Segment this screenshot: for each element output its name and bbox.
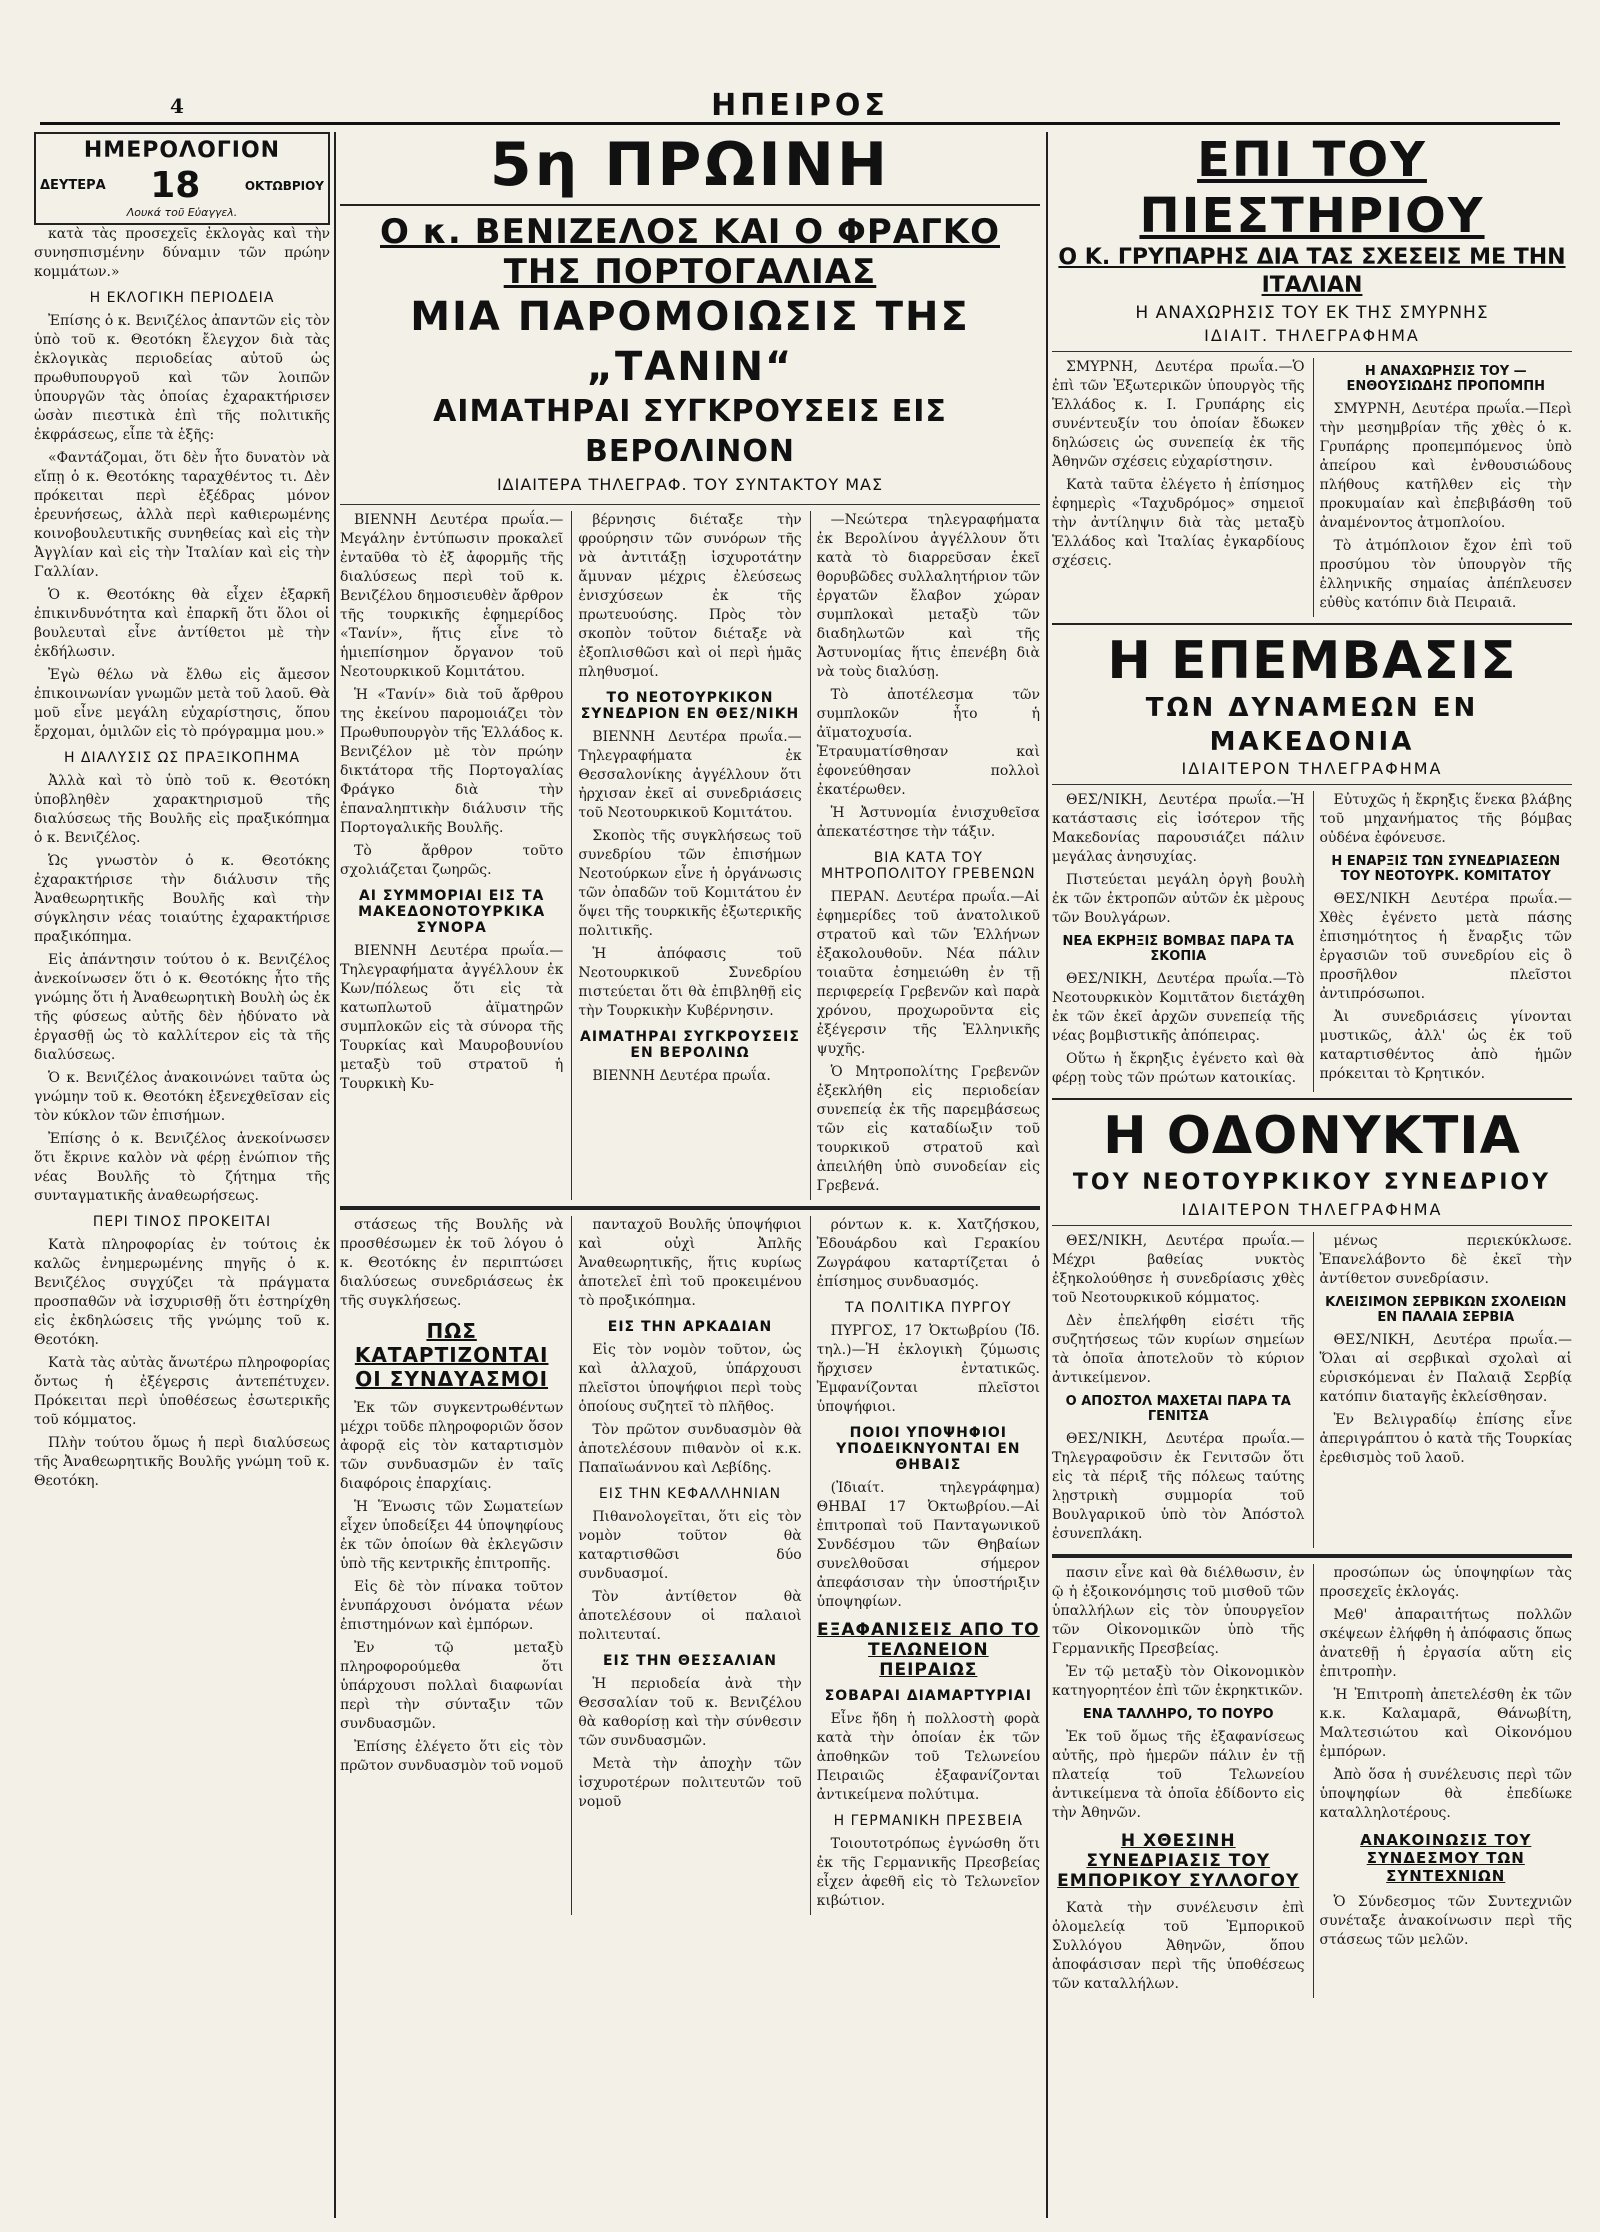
article-paragraph: Τὸν ἀντίθετον θὰ ἀποτελέσουν οἱ παλαιοὶ πολιτευταί.: [578, 1589, 802, 1643]
article-paragraph: ρόντων κ. κ. Χατζήσκου, Ἐδουάρδου καὶ Γερακίου Ζωγράφου καταρτίζεται ὁ ἐπίσημος συνδυασμός.: [816, 1217, 1040, 1290]
article-paragraph: Πιστεύεται μεγάλη ὀργὴ βουλὴ ἐκ τῶν ἐκτροπῶν αὐτῶν ἐκ μὲρους τῶν Βουλγάρων.: [1052, 872, 1305, 926]
article-paragraph: Οὕτω ἡ ἔκρηξις ἐγένετο καὶ θὰ φέρῃ τοὺς τῶν πρώτων κατοικίας.: [1052, 1051, 1305, 1086]
article-paragraph: ΒΙΕΝΝΗ Δευτέρα πρωΐα.—Τηλεγραφήματα ἀγγέλλουν ἐκ Κων/πόλεως ὅτι εἰς τὰ κατωπλωτοῦ ἀϊματηρῶν συμπλοκῶν εἰς τὰ σύνορα τῆς Τουρκίας καὶ Μαυροβουνίου μεταξὺ τοῦ στρατοῦ ἡ Τουρκικὴ Κυ-: [340, 943, 564, 1092]
headline: Η ΕΠΕΜΒΑΣΙΣ: [1107, 631, 1517, 691]
article-paragraph: Ἐν τῷ μεταξὺ πληροφορούμεθα ὅτι ὑπάρχουσι πολλαὶ διαφωνίαι περὶ τὴν σύνταξιν τῶν συνδυασμῶν.: [340, 1640, 564, 1732]
column-rule: [1046, 132, 1048, 2218]
article-paragraph: ΘΕΣ/ΝΙΚΗ, Δευτέρα πρωΐα.—Τὸ Νεοτουρκικὸν Κομιτᾶτον διετάχθη ἐκ τῶν ἐκεῖ ἀρχῶν συνεπείᾳ τῆς νέας βομβιστικῆς ἀπόπειρας.: [1052, 971, 1305, 1044]
article-paragraph: Ὁ Σύνδεσμος τῶν Συντεχνιῶν συνέταξε ἀνακοίνωσιν περὶ τῆς στάσεως τῶν μελῶν.: [1319, 1894, 1572, 1948]
article-paragraph: προσώπων ὡς ὑποψηφίων τὰς προσεχεῖς ἐκλογάς.: [1319, 1565, 1572, 1600]
calendar-day: ΔΕΥΤΕΡΑ: [40, 178, 106, 193]
headline: ΤΩΝ ΔΥΝΑΜΕΩΝ ΕΝ ΜΑΚΕΔΟΝΙΑ: [1145, 693, 1479, 757]
calendar-box: [34, 132, 330, 225]
headline: Ο κ. ΒΕΝΙΖΕΛΟΣ ΚΑΙ Ο ΦΡΑΓΚΟ ΤΗΣ ΠΟΡΤΟΓΑΛΙΑΣ: [380, 212, 1000, 292]
section-heading: ΕΙΣ ΤΗΝ ΘΕΣΣΑΛΙΑΝ: [602, 1653, 778, 1669]
subheadline: ΙΔΙΑΙΤΕΡΟΝ ΤΗΛΕΓΡΑΦΗΜΑ: [1181, 1200, 1443, 1219]
article-paragraph: Μετὰ τὴν ἀποχὴν τῶν ἰσχυροτέρων πολιτευτῶν τοῦ νομοῦ: [578, 1756, 802, 1810]
calendar-saint: Λουκά τοῦ Εὐαγγελ.: [126, 206, 238, 219]
subheadline: ΙΔΙΑΙΤ. ΤΗΛΕΓΡΑΦΗΜΑ: [1204, 326, 1420, 345]
article-paragraph: βέρνησις διέταξε τὴν φρούρησιν τῶν συνόρων τῆς νὰ ἀντιτάξῃ ἰσχυροτάτην ἄμυναν μέχρις ἐλεύσεως ἐνισχύσεων ἐκ τῆς πρωτευούσης. Πρὸς τὸν σκοπὸν τοῦτον διέταξε νὰ ἐξοπλισθῶσι καὶ οἱ περὶ ἡμᾶς πληθυσμοί.: [578, 512, 802, 680]
section-heading: ΠΩΣ ΚΑΤΑΡΤΙΖΟΝΤΑΙ ΟΙ ΣΥΝΔΥΑΣΜΟΙ: [354, 1319, 549, 1391]
article-columns: [340, 511, 1040, 1200]
section-heading: ΚΛΕΙΣΙΜΟΝ ΣΕΡΒΙΚΩΝ ΣΧΟΛΕΙΩΝ ΕΝ ΠΑΛΑΙΑ ΣΕΡΒΙΑ: [1325, 1295, 1567, 1325]
section-heading: Η ΔΙΑΛΥΣΙΣ ΩΣ ΠΡΑΞΙΚΟΠΗΜΑ: [63, 750, 301, 766]
headline: ΕΠΙ ΤΟΥ ΠΙΕΣΤΗΡΙΟΥ: [1139, 132, 1485, 244]
headline: ΜΙΑ ΠΑΡΟΜΟΙΩΣΙΣ ΤΗΣ „ΤΑΝΙΝ“: [410, 294, 970, 390]
article-paragraph: Ἐκ τοῦ ὅμως τῆς ἐξαφανίσεως αὐτῆς, πρὸ ἡμερῶν πάλιν ἐν τῇ πλατείᾳ τοῦ Τελωνείου ἀντικείμενα τὰ ὁποῖα ἐδίδοντο εἰς τὴν Ἀθηνῶν.: [1052, 1729, 1305, 1821]
article-paragraph: ΣΜΥΡΝΗ, Δευτέρα πρωΐα.—Ὁ ἐπὶ τῶν Ἐξωτερικῶν ὑπουργὸς τῆς Ἑλλάδος κ. Ι. Γρυπάρης εἰς συνέντευξίν του ὁποίαν ἔδωκεν δηλώσεις ὡς συνεπείᾳ ἐκ τῆς Ἀθηνῶν σχέσεις εὐχαρίστησιν.: [1052, 359, 1305, 470]
article-paragraph: Εἰς ἀπάντησιν τούτου ὁ κ. Βενιζέλος ἀνεκοίνωσεν ὅτι ὁ κ. Θεοτόκης ἦτο τῆς γνώμης ὅτι ἡ Ἀναθεωρητικὴ Βουλὴ ὡς ἐκ τῆς φύσεως αὐτῆς δὲν ἠδύνατο νὰ ἐργασθῇ ὡς τὸ καλλίτερον εἰς τὰ τῆς διαλύσεως.: [34, 952, 330, 1063]
section-heading: ΑΝΑΚΟΙΝΩΣΙΣ ΤΟΥ ΣΥΝΔΕΣΜΟΥ ΤΩΝ ΣΥΝΤΕΧΝΙΩΝ: [1360, 1831, 1532, 1885]
section-heading: Η ΕΝΑΡΞΙΣ ΤΩΝ ΣΥΝΕΔΡΙΑΣΕΩΝ ΤΟΥ ΝΕΟΤΟΥΡΚ. ΚΟΜΙΤΑΤΟΥ: [1331, 854, 1561, 884]
article-paragraph: Κατὰ πληροφορίας ἐν τούτοις ἐκ καλῶς ἐνημερωμένης πηγῆς ὁ κ. Βενιζέλος συγχύζει τὰ πράγματα προσπαθῶν νὰ ἰσχυρισθῇ ὅτι ἐστηρίχθη εἰς ἐκδηλώσεις τῆς γνώμης τοῦ κ. Θεοτόκη.: [34, 1237, 330, 1348]
section-heading: ΤΟ ΝΕΟΤΟΥΡΚΙΚΟΝ ΣΥΝΕΔΡΙΟΝ ΕΝ ΘΕΣ/ΝΙΚΗ: [580, 690, 800, 722]
section-heading: ΕΞΑΦΑΝΙΣΕΙΣ ΑΠΟ ΤΟ ΤΕΛΩΝΕΙΟΝ ΠΕΙΡΑΙΩΣ: [817, 1620, 1040, 1680]
article-columns: [1052, 358, 1572, 617]
article-columns: [1052, 791, 1572, 1092]
article-paragraph: «Φαντάζομαι, ὅτι δὲν ἦτο δυνατὸν νὰ εἴπῃ ὁ κ. Θεοτόκης ταραχθέντος τι. Δὲν πρόκειται περὶ ἐξέδρας μόνον ἐρευνήσεως, ἀλλὰ περὶ καθιερωμένης κοινοβουλευτικῆς συνηθείας καὶ εἰς τὴν Ἀγγλίαν καὶ εἰς τὴν Ἰταλίαν καὶ εἰς τὴν Γαλλίαν.: [34, 450, 330, 580]
article-paragraph: Ἐκ τῶν συγκεντρωθέντων μέχρι τοῦδε πληροφοριῶν ὅσον ἀφορᾷ εἰς τὸν καταρτισμὸν τῶν συνδυασμῶν ἐν ταῖς διαφόροις ἐπαρχίαις.: [340, 1400, 564, 1492]
article-paragraph: Ἡ Ἐπιτροπὴ ἀπετελέσθη ἐκ τῶν κ.κ. Καλαμαρᾶ, Θάνωβίτη, Μαλτεσιώτου καὶ Οἰκονόμου ἐμπόρων.: [1319, 1687, 1572, 1760]
article-paragraph: ΘΕΣ/ΝΙΚΗ, Δευτέρα πρωΐα.—Μέχρι βαθείας νυκτὸς ἐξηκολούθησε ἡ συνεδρίασις χθὲς τοῦ Νεοτουρκικοῦ κόμματος.: [1052, 1233, 1305, 1306]
section-subheading: ΣΟΒΑΡΑΙ ΔΙΑΜΑΡΤΥΡΙΑΙ: [824, 1688, 1032, 1704]
article-paragraph: Εἶνε ἤδη ἡ πολλοστὴ φορὰ κατὰ τὴν ὁποίαν ἐκ τῶν ἀποθηκῶν τοῦ Τελωνείου Πειραιῶς ἐξαφανίζονται ἀντικείμενα πολύτιμα.: [816, 1711, 1040, 1803]
article-paragraph: ΘΕΣ/ΝΙΚΗ, Δευτέρα πρωΐα.—Τηλεγραφοῦσιν ἐκ Γενιτσῶν ὅτι εἰς τὰ πέριξ τῆς πόλεως ταύτης λῃστρικὴ συμμορία τοῦ Βουλγαρικοῦ ὑπὸ τὸν Ἀπόστολ ἐσυνεπλάκη.: [1052, 1431, 1305, 1542]
article-paragraph: Μεθ' ἀπαραιτήτως πολλῶν σκέψεων ἐλήφθη ἡ ἀπόφασις ὅπως ἀνατεθῇ ἡ ἐργασία αὕτη εἰς ἐπιτροπὴν.: [1319, 1607, 1572, 1680]
article-paragraph: ΣΜΥΡΝΗ, Δευτέρα πρωΐα.—Περὶ τὴν μεσημβρίαν τῆς χθὲς ὁ κ. Γρυπάρης προπεμπόμενος ὑπὸ ἀπείρου καὶ ἐνθουσιώδους πλήθους κατῆλθεν εἰς τὴν προκυμαίαν καὶ ἐπεβιβάσθη τοῦ ἀναμένοντος ἀτμοπλοίου.: [1319, 401, 1572, 531]
article-paragraph: Ἡ περιοδεία ἀνὰ τὴν Θεσσαλίαν τοῦ κ. Βενιζέλου θὰ καθορίσῃ καὶ τὴν σύνθεσιν τῶν συνδυασμῶν.: [578, 1676, 802, 1749]
article-paragraph: πανταχοῦ Βουλῆς ὑποψήφιοι καὶ οὐχὶ Ἀπλῆς Ἀναθεωρητικῆς, ἥτις κυρίως ἀποτελεῖ ἐπὶ τοῦ προκειμένου τὸ προξικόπημα.: [578, 1217, 802, 1309]
article-paragraph: Κατὰ τὰς αὐτὰς ἄνωτέρω πληροφορίας ὄντως ἡ ἐξέγερσις ἀντεπέτυχεν. Πρόκειται περὶ ὑποθέσεως ἐσωτερικῆς τοῦ κόμματος.: [34, 1355, 330, 1428]
article-paragraph: Τὸ ἀποτέλεσμα τῶν συμπλοκῶν ἦτο ἡ ἀϊματοχυσία. Ἐτραυματίσθησαν καὶ ἐφονεύθησαν πολλοὶ ἐκατέρωθεν.: [816, 687, 1040, 798]
article-columns: [340, 1216, 1040, 1915]
section-heading: Η ΓΕΡΜΑΝΙΚΗ ΠΡΕΣΒΕΙΑ: [833, 1813, 1023, 1829]
section-heading: ΝΕΑ ΕΚΡΗΞΙΣ ΒΟΜΒΑΣ ΠΑΡΑ ΤΑ ΣΚΟΠΙΑ: [1062, 934, 1294, 964]
column-left: [34, 132, 330, 2218]
article-paragraph: Ἐν Βελιγραδίῳ ἐπίσης εἶνε ἀπεριγράπτου ὁ κατὰ τῆς Τουρκίας ἐρεθισμὸς τοῦ λαοῦ.: [1319, 1412, 1572, 1466]
section-heading: Η ΕΚΛΟΓΙΚΗ ΠΕΡΙΟΔΕΙΑ: [89, 290, 275, 306]
article-paragraph: Ἐγὼ θέλω νὰ ἔλθω εἰς ἄμεσον ἐπικοινωνίαν γνωμῶν μετὰ τοῦ λαοῦ. Θὰ μοῦ εἶνε μεγάλη εὐχαρίστησις, ὅπου ἔρχομαι, ὁμιλῶν εἰς τὸ πρόγραμμα μου.»: [34, 667, 330, 740]
masthead: [40, 88, 1560, 125]
section-heading: ΑΙΜΑΤΗΡΑΙ ΣΥΓΚΡΟΥΣΕΙΣ ΕΝ ΒΕΡΟΛΙΝΩ: [580, 1029, 800, 1061]
article-paragraph: Ὡς γνωστὸν ὁ κ. Θεοτόκης ἐχαρακτήρισε τὴν διάλυσιν τῆς Ἀναθεωρητικῆς Βουλῆς καὶ τὴν σύγκλησιν νέας τοιαύτης ἐχαρακτήρισε πραξικόπημα.: [34, 853, 330, 945]
calendar-title: ΗΜΕΡΟΛΟΓΙΟΝ: [83, 138, 281, 163]
article-paragraph: μένως περιεκύκλωσε. Ἐπανελάβοντο δὲ ἐκεῖ τὴν ἀντίθετον συνεδρίασιν.: [1319, 1233, 1572, 1287]
article-paragraph: Ἐν τῷ μεταξὺ τὸν Οἰκονομικὸν κατηγορητέον ἐπὶ τῶν ἐκρηκτικῶν.: [1052, 1664, 1305, 1699]
page-number: 4: [170, 94, 184, 118]
section-heading: Η ΑΝΑΧΩΡΗΣΙΣ ΤΟΥ — ΕΝΘΟΥΣΙΩΔΗΣ ΠΡΟΠΟΜΠΗ: [1346, 364, 1545, 394]
article-paragraph: —Νεώτερα τηλεγραφήματα ἐκ Βερολίνου ἀγγέλλουν ὅτι κατὰ τὸ διαρρεῦσαν ἑκεῖ θορυβῶδες συλλαλητήριον τῶν ἐργατῶν ἔλαβον χώραν συμπλοκαὶ μεταξὺ τῶν διαδηλωτῶν καὶ τῆς Ἀστυνομίας ἥτις ἐπενέβη διὰ νὰ τοὺς διαλύσῃ.: [816, 512, 1040, 680]
article-paragraph: Ἀλλὰ καὶ τὸ ὑπὸ τοῦ κ. Θεοτόκη ὑποβληθὲν χαρακτηρισμοῦ τῆς διαλύσεως τῆς Βουλῆς εἰς πραξικόπημα ὁ κ. Βενιζέλος.: [34, 773, 330, 846]
article-paragraph: Ὁ κ. Θεοτόκης θὰ εἶχεν ἐξαρκῆ ἐπικινδυνότητα καὶ ἐπαρκῆ ὅτι ὅλοι οἱ βουλευταὶ εἶνε ἀντίθετοι μὲ τὴν ἐκδήλωσιν.: [34, 587, 330, 660]
article-paragraph: Τὸ ἀτμόπλοιον ἔχον ἐπὶ τοῦ προσύμου τὸν ὑπουργὸν τῆς ἑλληνικῆς σημαίας ἀπέπλευσεν εὐθὺς κατόπιν διὰ Πειραιᾶ.: [1319, 538, 1572, 611]
article-columns: [1052, 1232, 1572, 1548]
edition-headline: 5η ΠΡΩΙΝΗ: [489, 132, 891, 200]
article-paragraph: Δὲν ἐπελήφθη εἰσέτι τῆς συζητήσεως τῶν κυρίων σημείων τὰ ὁποῖα ἀποτελοῦν τὸ κύριον ἀντικείμενον.: [1052, 1313, 1305, 1386]
article-columns: [1052, 1564, 1572, 1998]
subheadline: ΙΔΙΑΙΤΕΡΑ ΤΗΛΕΓΡΑΦ. ΤΟΥ ΣΥΝΤΑΚΤΟΥ ΜΑΣ: [496, 475, 884, 494]
subheadline: Η ΑΝΑΧΩΡΗΣΙΣ ΤΟΥ ΕΚ ΤΗΣ ΣΜΥΡΝΗΣ: [1135, 303, 1489, 323]
headline: ΤΟΥ ΝΕΟΤΟΥΡΚΙΚΟΥ ΣΥΝΕΔΡΙΟΥ: [1072, 1170, 1552, 1195]
article-paragraph: Ἡ Ἀστυνομία ἐνισχυθεῖσα ἀπεκατέστησε τὴν τάξιν.: [816, 805, 1040, 840]
article-paragraph: ΒΙΕΝΝΗ Δευτέρα πρωΐα.—Μεγάλην ἐντύπωσιν προκαλεῖ ἐνταῦθα τὸ ἐξ ἀφορμῆς τῆς διαλύσεως περὶ τοῦ κ. Βενιζέλου δημοσιευθὲν ἄρθρον τῆς τουρκικῆς ἐφημερίδος «Τανίν», ἥτις εἶνε τὸ ἡμιεπίσημον ὄργανον τοῦ Νεοτουρκικοῦ Κομιτάτου.: [340, 512, 564, 680]
newspaper-title: ΗΠΕΙΡΟΣ: [711, 88, 889, 123]
article-paragraph: ΒΙΕΝΝΗ Δευτέρα πρωΐα.: [592, 1068, 771, 1084]
article-paragraph: Ἀι συνεδριάσεις γίνονται μυστικῶς, ἀλλ' ὡς ἐκ τοῦ καταρτισθέντος ἀπὸ ἡμῶν πρόκειται τὸ Κρητικόν.: [1319, 1009, 1572, 1082]
article-paragraph: Εὐτυχῶς ἡ ἔκρηξις ἕνεκα βλάβης τοῦ μηχανήματος τῆς βόμβας οὐδένα ἐφόνευσε.: [1319, 792, 1572, 846]
article-paragraph: Σκοπὸς τῆς συγκλήσεως τοῦ συνεδρίου τῶν ἐπισήμων Νεοτούρκων εἶνε ἡ ὀργάνωσις τῶν ὀπαδῶν τοῦ Κομιτάτου ἐν ὅψει τῆς τουρκικῆς ἐξωτερικῆς πολιτικῆς.: [578, 828, 802, 939]
article-paragraph: πασιν εἶνε καὶ θὰ διέλθωσιν, ἐν ῷ ἡ ἐξοικονόμησις τοῦ μισθοῦ τῶν ὑπαλλήλων εἰς τὸν ὑπουργεῖον τῶν Οἰκονομικῶν ὑπὸ τῆς Γερμανικῆς Πρεσβείας.: [1052, 1565, 1305, 1657]
article-paragraph: Ὁ κ. Βενιζέλος ἀνακοινώνει ταῦτα ὡς γνώμην τοῦ κ. Θεοτόκη ἐξενεχθεῖσαν εἰς τὸν κύκλον τῶν ἐπισήμων.: [34, 1070, 330, 1124]
section-heading: ΑΙ ΣΥΜΜΟΡΙΑΙ ΕΙΣ ΤΑ ΜΑΚΕΔΟΝΟΤΟΥΡΚΙΚΑ ΣΥΝΟΡΑ: [358, 888, 546, 936]
subheadline: ΙΔΙΑΙΤΕΡΟΝ ΤΗΛΕΓΡΑΦΗΜΑ: [1181, 759, 1443, 778]
headline: ΑΙΜΑΤΗΡΑΙ ΣΥΓΚΡΟΥΣΕΙΣ ΕΙΣ ΒΕΡΟΛΙΝΟΝ: [433, 394, 947, 469]
article-paragraph: Ἡ «Τανίν» διὰ τοῦ ἄρθρου της ἐκείνου παρομοιάζει τὸν Πρωθυπουργὸν τῆς Ἑλλάδος κ. Βενιζέλον μὲ τὸν πρώην δικτάτορα τῆς Πορτογαλίας Φράγκο διὰ τὴν ἐπαναληπτικὴν διάλυσιν τῆς Πορτογαλικῆς Βουλῆς.: [340, 687, 564, 836]
article-paragraph: Ἀπὸ ὅσα ἡ συνέλευσις περὶ τῶν ὑποψηφίων θὰ ἐπεδίωκε καταλληλοτέρους.: [1319, 1767, 1572, 1821]
section-heading: Ο ΑΠΟΣΤΟΛ ΜΑΧΕΤΑΙ ΠΑΡΑ ΤΑ ΓΕΝΙΤΣΑ: [1065, 1394, 1291, 1424]
section-heading: Η ΧΘΕΣΙΝΗ ΣΥΝΕΔΡΙΑΣΙΣ ΤΟΥ ΕΜΠΟΡΙΚΟΥ ΣΥΛΛΟΓΟΥ: [1057, 1831, 1300, 1891]
article-paragraph: Κατὰ ταῦτα ἐλέγετο ἡ ἐπίσημος ἐφημερὶς «Ταχυδρόμος» σημειοῖ τὴν ἀντίληψιν διὰ τὰς μεταξὺ Ἑλλάδος καὶ Ἰταλίας ἐγκαρδίους σχέσεις.: [1052, 477, 1305, 569]
column-right: [1052, 132, 1572, 2218]
headline: Ο Κ. ΓΡΥΠΑΡΗΣ ΔΙΑ ΤΑΣ ΣΧΕΣΕΙΣ ΜΕ ΤΗΝ ΙΤΑΛΙΑΝ: [1058, 245, 1566, 298]
article-paragraph: Εἰς τὸν νομὸν τοῦτον, ὡς καὶ ἀλλαχοῦ, ὑπάρχουσι πλεῖστοι ὑποψήφιοι περὶ τοὺς ὁποίους συζητεῖ τὸ πλῆθος.: [578, 1342, 802, 1415]
article-paragraph: Τὸ ἄρθρον τοῦτο σχολιάζεται ζωηρῶς.: [340, 843, 564, 878]
article-paragraph: Ὁ Μητροπολίτης Γρεβενῶν ἐξεκλήθη εἰς περιοδείαν συνεπείᾳ ἐκ τῆς παρεμβάσεως τῶν εἰς καταδίωξιν τοῦ τουρκικοῦ στρατοῦ καὶ ἀπειλήθη ὑπὸ συνοδείαν εἰς Γρεβενά.: [816, 1064, 1040, 1194]
article-paragraph: Τοιουτοτρόπως ἐγνώσθη ὅτι ἐκ τῆς Γερμανικῆς Πρεσβείας εἶχεν ἀφεθῆ εἰς τὸ Τελωνεῖον κιβώτιον.: [816, 1836, 1040, 1909]
article-paragraph: ΠΕΡΑΝ. Δευτέρα πρωΐα.—Αἱ ἐφημερίδες τοῦ ἀνατολικοῦ στρατοῦ καὶ τῶν Ἑλλήνων ἐξακολουθοῦν. Νέα πάλιν τοιαῦτα ἐσημειώθη ἐν τῇ περιφερείᾳ Γρεβενῶν καὶ παρὰ χρόνου, προχωροῦντα εἰς ἐξέγερσιν τῆς Ἑλληνικῆς ψυχῆς.: [816, 889, 1040, 1057]
article-paragraph: ΒΙΕΝΝΗ Δευτέρα πρωΐα.—Τηλεγραφήματα ἐκ Θεσσαλονίκης ἀγγέλλουν ὅτι ἠρχισαν ἐκεῖ αἱ συνεδριάσεις τοῦ Νεοτουρκικοῦ Κομιτάτου.: [578, 729, 802, 821]
section-heading: ΕΙΣ ΤΗΝ ΚΕΦΑΛΛΗΝΙΑΝ: [598, 1486, 782, 1502]
section-heading: ΠΟΙΟΙ ΥΠΟΨΗΦΙΟΙ ΥΠΟΔΕΙΚΝΥΟΝΤΑΙ ΕΝ ΘΗΒΑΙΣ: [836, 1425, 1021, 1473]
article-paragraph: (Ἰδιαίτ. τηλεγράφημα) ΘΗΒΑΙ 17 Ὀκτωβρίου.—Αἱ ἐπιτροπαὶ τοῦ Πανταγωνικοῦ Συνδέσμου τῶν Θηβαίων συνελθοῦσαι σήμερον ἀπεφάσισαν τὴν ὑποστήριξιν ὑποψηφίων.: [816, 1480, 1040, 1610]
article-paragraph: ΘΕΣ/ΝΙΚΗ, Δευτέρα πρωΐα.—Ἡ κατάστασις εἰς ἰσότερον τῆς Μακεδονίας παρουσιάζει πάλιν μεγάλας ἀνησυχίας.: [1052, 792, 1305, 865]
calendar-date: 18: [150, 165, 201, 206]
calendar-month: ΟΚΤΩΒΡΙΟΥ: [244, 178, 324, 193]
headline: Η ΟΔΟΝΥΚΤΙΑ: [1103, 1106, 1521, 1166]
article-paragraph: Πιθανολογεῖται, ὅτι εἰς τὸν νομὸν τοῦτον θὰ καταρτισθῶσι δύο συνδυασμοί.: [578, 1509, 802, 1582]
section-heading: ΤΑ ΠΟΛΙΤΙΚΑ ΠΥΡΓΟΥ: [845, 1300, 1012, 1316]
article-paragraph: Τὸν πρῶτον συνδυασμὸν θὰ ἀποτελέσουν πιθανὸν οἱ κ.κ. Παπαϊωάννου καὶ Λεβίδης.: [578, 1422, 802, 1476]
article-paragraph: ΠΥΡΓΟΣ, 17 Ὀκτωβρίου (Ἰδ. τηλ.)—Ἡ ἐκλογικὴ ζύμωσις ἤρχισεν ἐντατικῶς. Ἐμφανίζονται πλεῖστοι ὑποψήφιοι.: [816, 1323, 1040, 1415]
article-paragraph: ΘΕΣ/ΝΙΚΗ Δευτέρα πρωΐα.—Χθὲς ἐγένετο μετὰ πάσης ἐπισημότητος ἡ ἔναρξις τῶν ἐργασιῶν τοῦ συνεδρίου εἰς ὃ προσῆλθον πλεῖστοι ἀντιπρόσωποι.: [1319, 891, 1572, 1002]
section-heading: ΠΕΡΙ ΤΙΝΟΣ ΠΡΟΚΕΙΤΑΙ: [92, 1214, 272, 1230]
article-paragraph: Πλὴν τούτου ὅμως ἡ περὶ διαλύσεως τῆς Ἀναθεωρητικῆς Βουλῆς γνώμη τοῦ κ. Θεοτόκη.: [34, 1435, 330, 1489]
section-heading: ΒΙΑ ΚΑΤΑ ΤΟΥ ΜΗΤΡΟΠΟΛΙΤΟΥ ΓΡΕΒΕΝΩΝ: [821, 850, 1036, 882]
column-rule: [334, 132, 336, 2218]
article-paragraph: Ἐπίσης ἐλέγετο ὅτι εἰς τὸν πρῶτον συνδυασμὸν τοῦ νομοῦ: [340, 1739, 564, 1774]
article-paragraph: Ἐπίσης ὁ κ. Βενιζέλος ἀπαντῶν εἰς τὸν ὑπὸ τοῦ κ. Θεοτόκη ἔλεγχον διὰ τὰς ἐκλογικὰς περιοδείας αὐτοῦ ὡς πρωθυπουργοῦ καὶ τῶν λοιπῶν ὑπουργῶν τὰς ὁποίας ἐχαρακτήρισεν ὡσὰν πιεστικὰ ἐπὶ τῆς πολιτικῆς ἐκφράσεως, εἶπε τὰ ἑξῆς:: [34, 313, 330, 443]
article-paragraph: Εἰς δὲ τὸν πίνακα τοῦτον ἐνυπάρχουσι ὀνόματα νέων ἐπιστημόνων καὶ ἐμπόρων.: [340, 1579, 564, 1633]
article-paragraph: ΘΕΣ/ΝΙΚΗ, Δευτέρα πρωΐα.—Ὅλαι αἱ σερβικαὶ σχολαὶ αἱ εὑρισκόμεναι ἐν Παλαιᾷ Σερβίᾳ κατόπιν διαταγῆς ἐκλείσθησαν.: [1319, 1332, 1572, 1405]
article-paragraph: στάσεως τῆς Βουλῆς νὰ προσθέσωμεν ἐκ τοῦ λόγου ὁ κ. Θεοτόκης ἐν περιπτώσει διαλύσεως συνεδριάσεως ἐκ τῆς συγκλήσεως.: [340, 1217, 564, 1309]
article-paragraph: κατὰ τὰς προσεχεῖς ἐκλογὰς καὶ τὴν συνησπισμένην δύναμιν τῶν πρώην κομμάτων.»: [34, 226, 330, 280]
article-paragraph: Ἐπίσης ὁ κ. Βενιζέλος ἀνεκοίνωσεν ὅτι ἔκρινε καλὸν νὰ φέρῃ ἐνώπιον τῆς νέας Βουλῆς τὸ ζήτημα τῆς συνταγματικῆς ἀναθεωρήσεως.: [34, 1131, 330, 1204]
article-paragraph: Ἡ Ἕνωσις τῶν Σωματείων εἶχεν ὑποδείξει 44 ὑποψηφίους ἐκ τῶν ὁποίων θὰ ἐκλεγῶσιν ὑπὸ τῆς κεντρικῆς ἐπιτροπῆς.: [340, 1499, 564, 1572]
column-center: [340, 132, 1040, 2218]
section-heading: ΕΙΣ ΤΗΝ ΑΡΚΑΔΙΑΝ: [607, 1319, 773, 1335]
article-paragraph: Κατὰ τὴν συνέλευσιν ἐπὶ ὁλομελείᾳ τοῦ Ἐμπορικοῦ Συλλόγου Ἀθηνῶν, ὅπου ἀποφάσισαν περὶ τῆς ὑποθέσεως τῶν καταλλήλων.: [1052, 1900, 1305, 1992]
section-heading: ΕΝΑ ΤΑΛΛΗΡΟ, ΤΟ ΠΟΥΡΟ: [1082, 1707, 1274, 1722]
article-paragraph: Ἡ ἀπόφασις τοῦ Νεοτουρκικοῦ Συνεδρίου πιστεύεται ὅτι θὰ ἐπιβληθῇ εἰς τὴν Τουρκικὴν Κυβέρνησιν.: [578, 946, 802, 1019]
